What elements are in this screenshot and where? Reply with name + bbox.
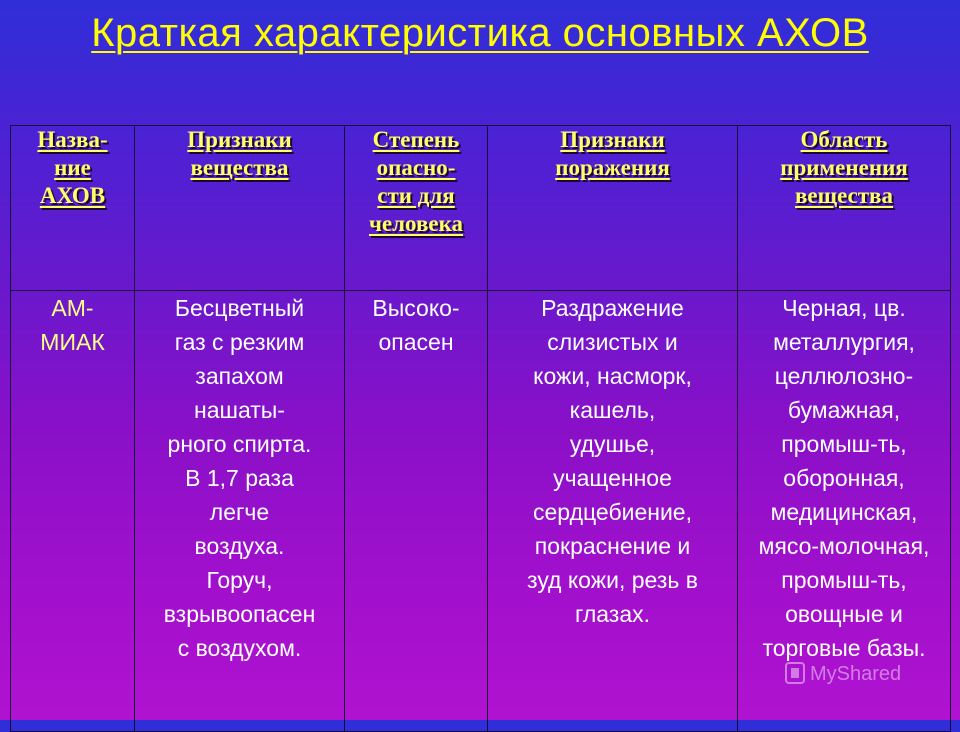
ahov-table [10,125,951,732]
slides-watermark-icon [784,658,934,688]
cell-danger-level [345,291,488,732]
cell-name [11,291,135,732]
header-properties-text: Признаки вещества [187,127,292,180]
header-properties [135,126,345,291]
cell-danger-level-text: Высоко- опасен [372,295,460,355]
header-name-text: Назва- ние АХОВ [37,127,108,208]
header-damage-signs-text: Признаки поражения [555,127,670,180]
header-danger-level-text: Степень опасно- сти для человека [368,127,464,236]
svg-text:MyShared: MyShared [810,663,902,685]
cell-properties-text: Бесцветный газ с резким запахом нашаты- рного спирта. В 1,7 раза легче воздуха. Горуч, взрывоопасен с воздухом. [163,295,316,661]
header-application-area-text: Область применения вещества [780,127,908,208]
header-danger-level [345,126,488,291]
table-header-row [11,126,951,291]
cell-application-area-text: Черная, цв. металлургия, целлюлозно- бумажная, промыш-ть, оборонная, медицинская, мясо-молочная, промыш-ть, овощные и торговые базы. [758,295,930,661]
header-name [11,126,135,291]
cell-damage-signs-text: Раздражение слизистых и кожи, насморк, кашель, удушье, учащенное сердцебиение, покраснение и зуд кожи, резь в глазах. [527,295,698,627]
slide-title: Краткая характеристика основных АХОВ [91,11,869,55]
header-application-area [738,126,951,291]
cell-name-text: АМ- МИАК [40,295,105,355]
header-damage-signs [488,126,738,291]
cell-properties [135,291,345,732]
cell-damage-signs [488,291,738,732]
